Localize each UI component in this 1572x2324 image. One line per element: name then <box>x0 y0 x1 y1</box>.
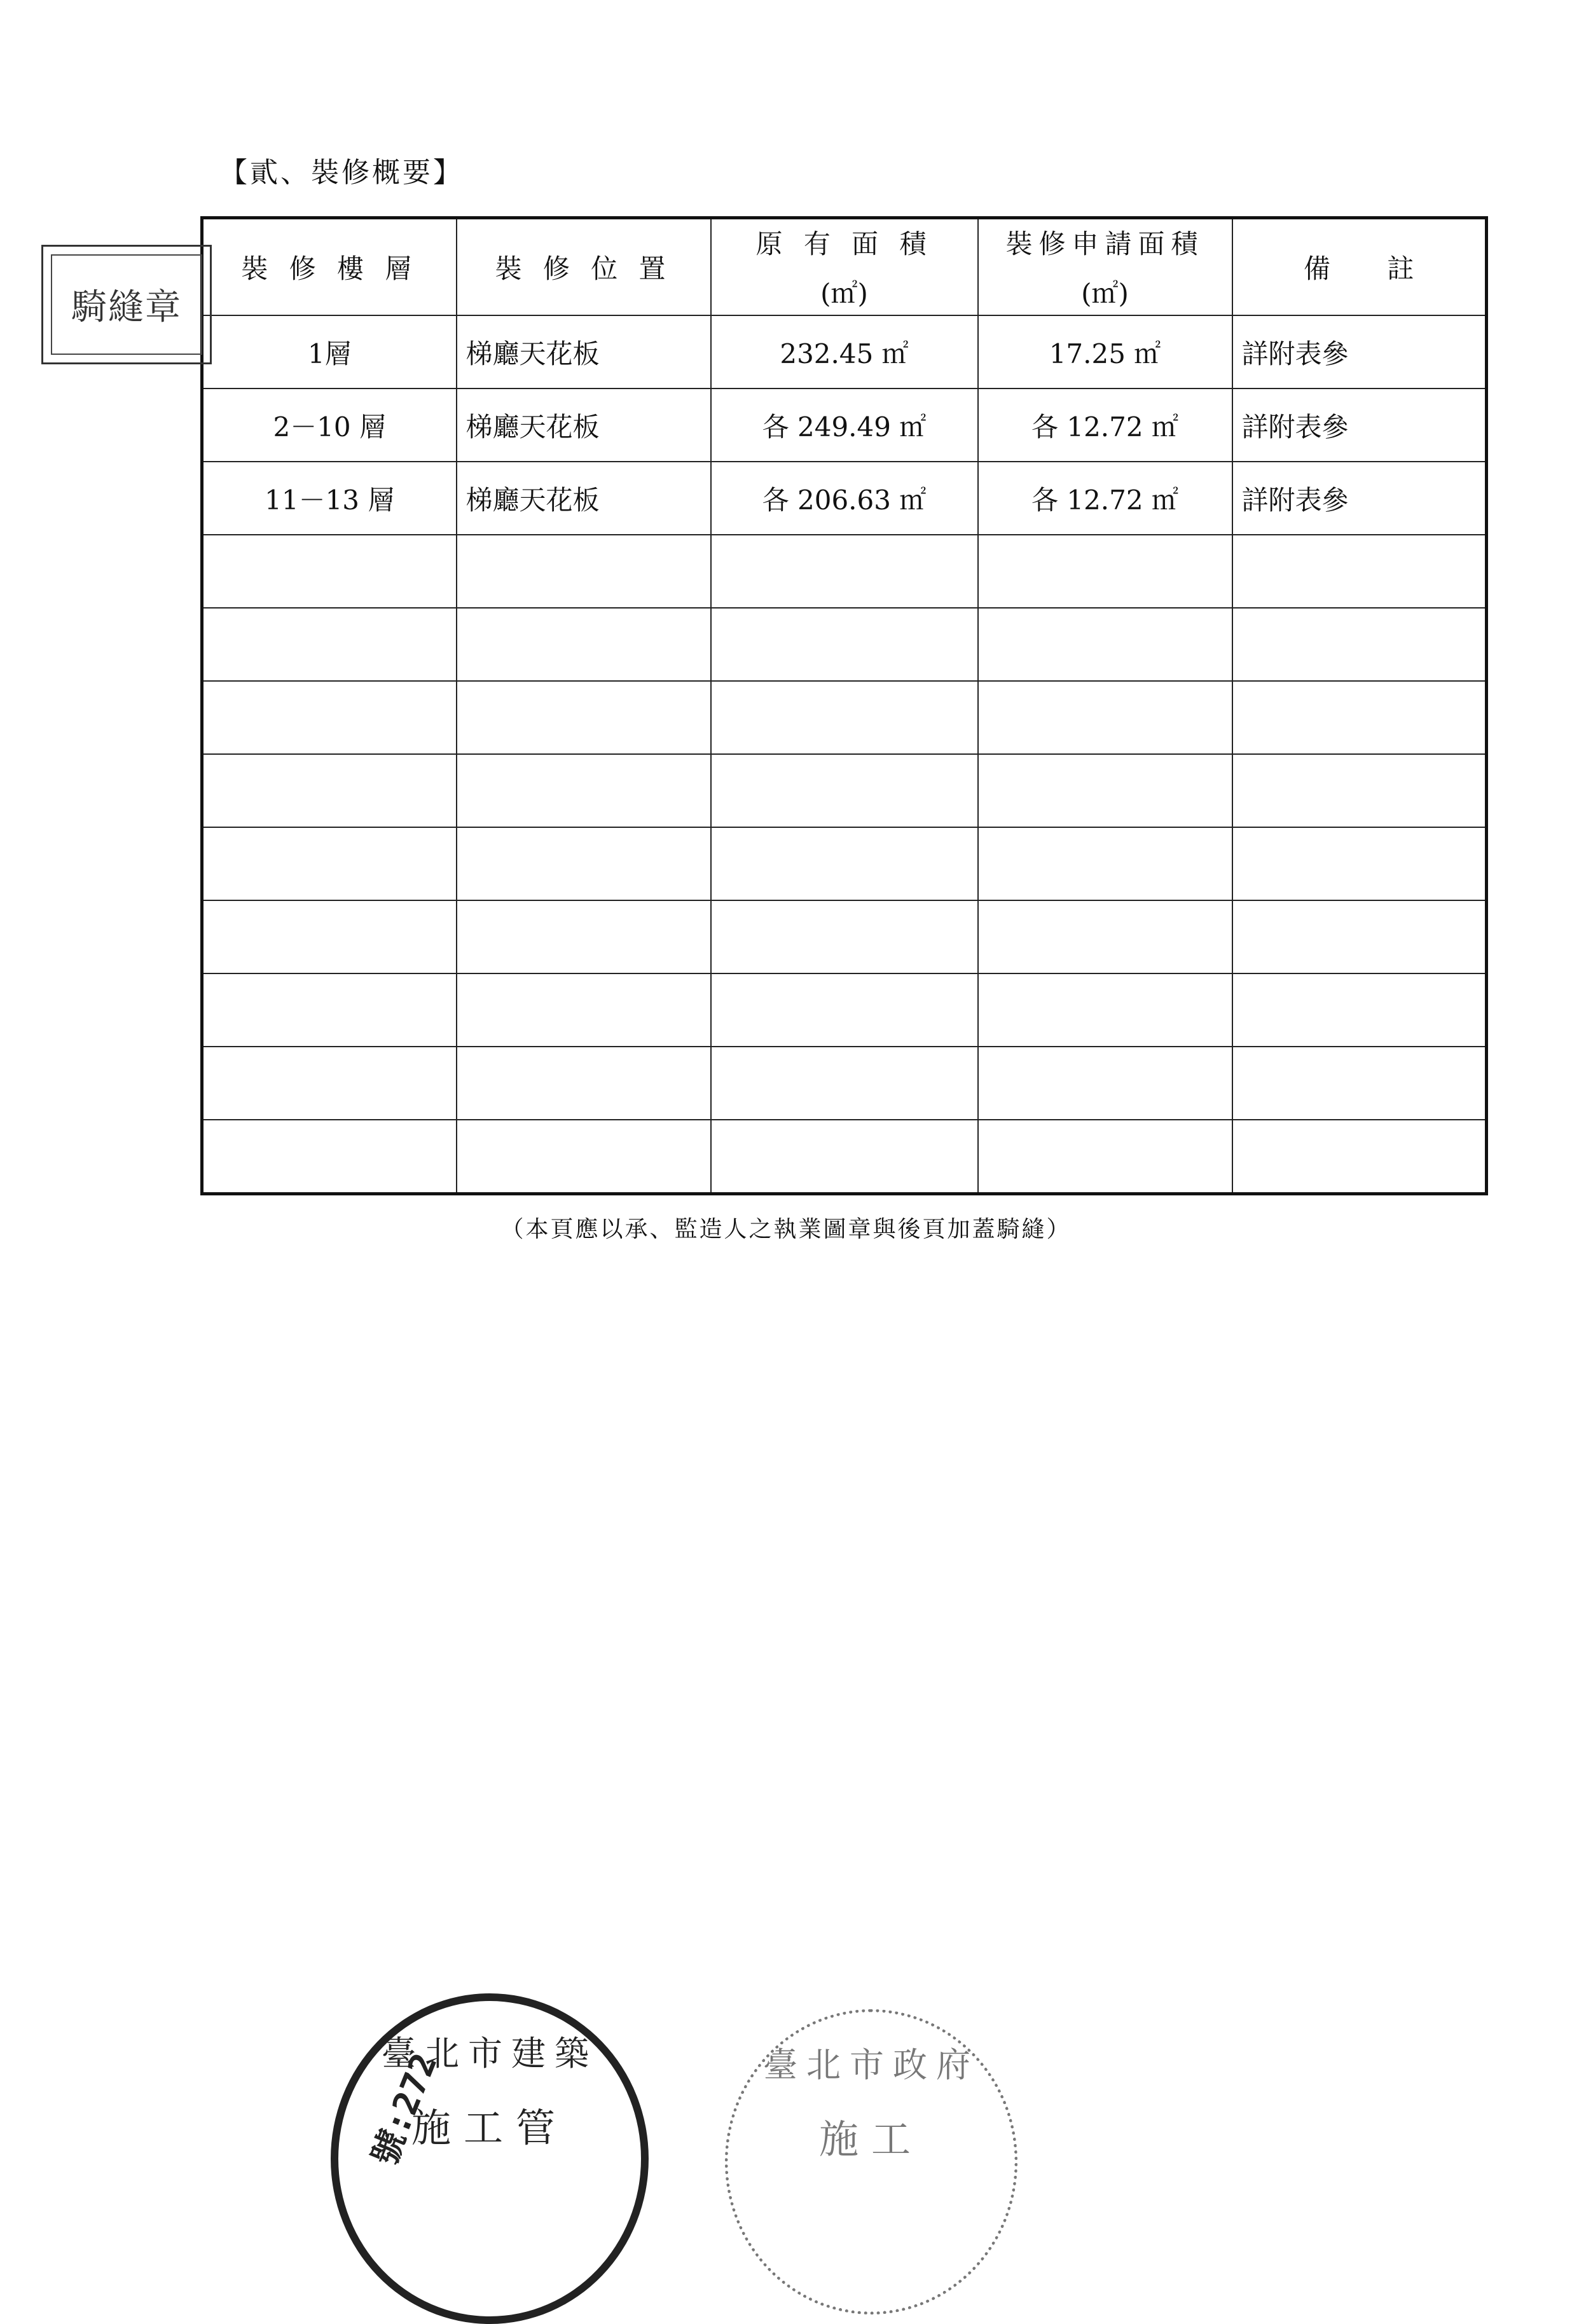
cell-original-area-blank <box>711 681 978 754</box>
footnote: （本頁應以承、監造人之執業圖章與後頁加蓋騎縫） <box>500 1216 1072 1242</box>
cell-note: 詳附表參 <box>1232 388 1487 462</box>
seal-2-middle-text: 施工 <box>818 2116 923 2162</box>
header-floor: 裝 修 樓 層 <box>202 218 457 316</box>
official-seal-1 <box>331 1993 649 2324</box>
table-row <box>202 388 1487 462</box>
cell-applied-area-blank <box>978 827 1232 900</box>
cell-floor-blank <box>202 973 457 1047</box>
cell-applied-area-blank <box>978 608 1232 681</box>
cell-note-blank <box>1232 1120 1487 1194</box>
cell-note-blank <box>1232 681 1487 754</box>
cell-original-area-blank <box>711 1047 978 1120</box>
cell-floor-blank <box>202 827 457 900</box>
cell-original-area: 各 249.49 ㎡ <box>711 388 978 462</box>
seal-1-middle-text: 施工管 <box>411 2105 568 2151</box>
header-original-area-label: 原 有 面 積 <box>755 228 933 259</box>
header-original-area-unit: (㎡) <box>820 278 868 309</box>
header-applied-area-label: 裝修申請面積 <box>1005 228 1204 259</box>
cell-location-blank <box>457 608 711 681</box>
cell-note-blank <box>1232 1047 1487 1120</box>
cell-original-area: 各 206.63 ㎡ <box>711 462 978 535</box>
cell-floor-blank <box>202 681 457 754</box>
cell-applied-area-blank <box>978 681 1232 754</box>
table-body <box>202 315 1487 1194</box>
cell-note-blank <box>1232 973 1487 1047</box>
table-row <box>202 315 1487 388</box>
cell-floor-blank <box>202 1047 457 1120</box>
cell-location-blank <box>457 900 711 973</box>
cell-applied-area-blank <box>978 1047 1232 1120</box>
table-row-blank <box>202 900 1487 973</box>
header-applied-area-unit: (㎡) <box>1081 278 1129 309</box>
cell-original-area-blank <box>711 973 978 1047</box>
header-note-char-1: 備 <box>1304 253 1331 284</box>
cell-note: 詳附表參 <box>1232 315 1487 388</box>
cell-original-area-blank <box>711 900 978 973</box>
cell-original-area-blank <box>711 754 978 827</box>
cell-applied-area-blank <box>978 973 1232 1047</box>
cell-location-blank <box>457 1047 711 1120</box>
cell-note-blank <box>1232 827 1487 900</box>
cell-floor: 1層 <box>202 315 457 388</box>
official-seal-2 <box>725 2009 1017 2314</box>
cell-original-area-blank <box>711 827 978 900</box>
header-note <box>1232 218 1487 316</box>
cell-floor-blank <box>202 754 457 827</box>
cell-location: 梯廳天花板 <box>457 315 711 388</box>
cell-applied-area-blank <box>978 535 1232 608</box>
renovation-summary-table <box>200 216 1488 1195</box>
header-original-area <box>711 218 978 316</box>
cell-applied-area: 各 12.72 ㎡ <box>978 388 1232 462</box>
cell-floor-blank <box>202 608 457 681</box>
table-row-blank <box>202 827 1487 900</box>
cell-note-blank <box>1232 608 1487 681</box>
table-row-blank <box>202 973 1487 1047</box>
header-applied-area <box>978 218 1232 316</box>
cell-original-area-blank <box>711 535 978 608</box>
cell-floor: 2－10 層 <box>202 388 457 462</box>
table-header-row <box>202 218 1487 316</box>
cell-floor-blank <box>202 535 457 608</box>
corner-seam-stamp <box>41 245 212 364</box>
header-note-char-2: 註 <box>1387 253 1414 284</box>
cell-original-area: 232.45 ㎡ <box>711 315 978 388</box>
cell-applied-area: 17.25 ㎡ <box>978 315 1232 388</box>
table-row-blank <box>202 681 1487 754</box>
seal-1-ring-text: 臺北市建築 <box>382 2033 598 2073</box>
table-row-blank <box>202 1120 1487 1194</box>
table-row-blank <box>202 535 1487 608</box>
cell-note-blank <box>1232 535 1487 608</box>
cell-location-blank <box>457 1120 711 1194</box>
cell-floor-blank <box>202 1120 457 1194</box>
cell-applied-area-blank <box>978 754 1232 827</box>
cell-applied-area-blank <box>978 1120 1232 1194</box>
corner-stamp-text: 騎縫章 <box>51 254 202 355</box>
cell-location-blank <box>457 827 711 900</box>
cell-location: 梯廳天花板 <box>457 388 711 462</box>
cell-floor: 11－13 層 <box>202 462 457 535</box>
cell-location-blank <box>457 535 711 608</box>
seal-1-side-text: 號:272 <box>364 2047 445 2171</box>
cell-original-area-blank <box>711 1120 978 1194</box>
cell-original-area-blank <box>711 608 978 681</box>
header-location: 裝 修 位 置 <box>457 218 711 316</box>
table-row-blank <box>202 1047 1487 1120</box>
cell-location-blank <box>457 754 711 827</box>
seal-2-ring-text: 臺北市政府 <box>763 2045 979 2085</box>
cell-applied-area-blank <box>978 900 1232 973</box>
cell-note: 詳附表參 <box>1232 462 1487 535</box>
cell-note-blank <box>1232 754 1487 827</box>
cell-location-blank <box>457 973 711 1047</box>
table-row <box>202 462 1487 535</box>
cell-applied-area: 各 12.72 ㎡ <box>978 462 1232 535</box>
cell-location-blank <box>457 681 711 754</box>
table-row-blank <box>202 608 1487 681</box>
cell-note-blank <box>1232 900 1487 973</box>
table-row-blank <box>202 754 1487 827</box>
cell-location: 梯廳天花板 <box>457 462 711 535</box>
section-title: 【貳、裝修概要】 <box>219 156 464 189</box>
cell-floor-blank <box>202 900 457 973</box>
